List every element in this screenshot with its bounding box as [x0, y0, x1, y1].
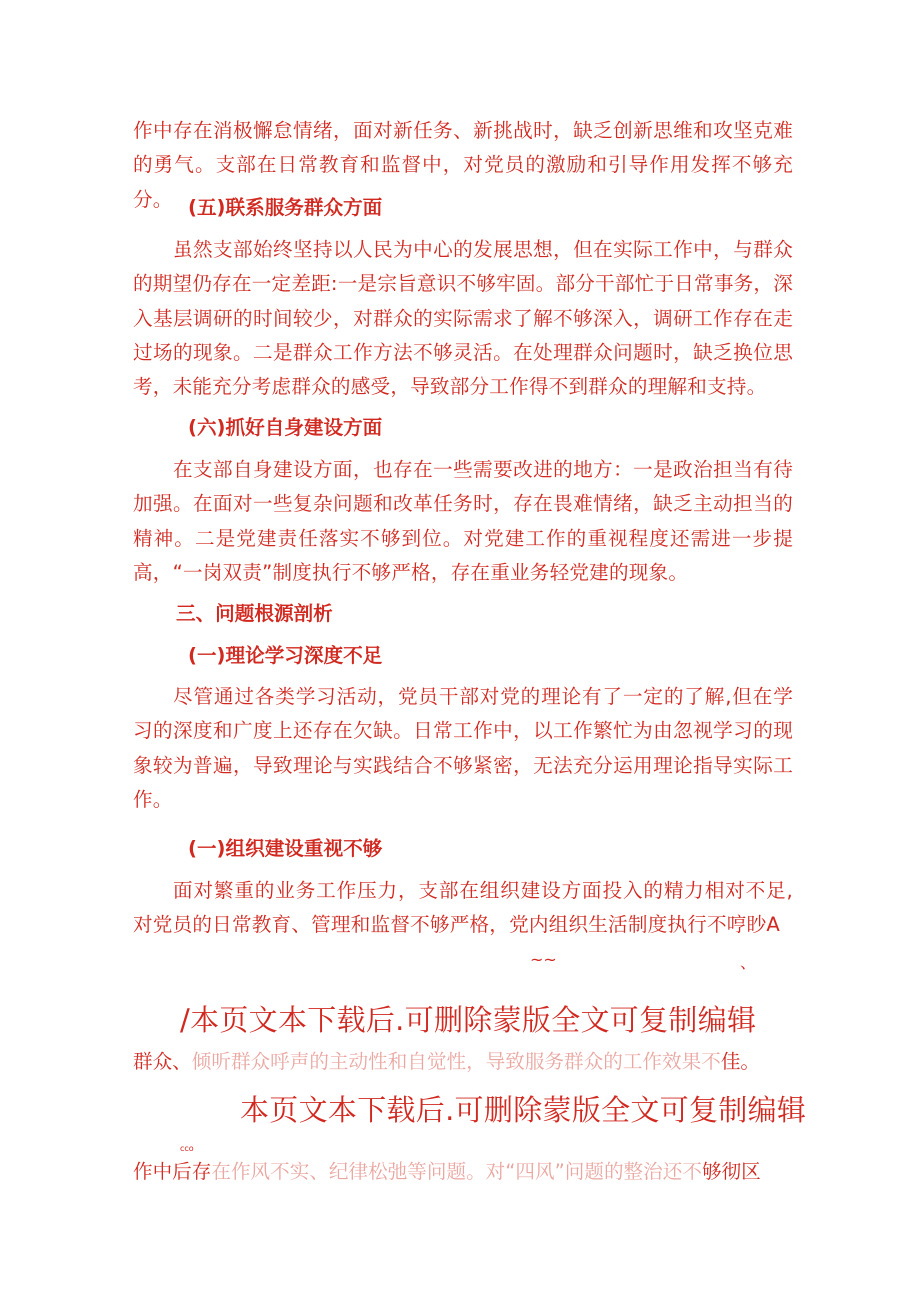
paragraph-organization: 面对繁重的业务工作压力，支部在组织建设方面投入的精力相对不足,对党员的日常教育、管理和监督不够严格，党内组织生活制度执行不哼眇A	[133, 879, 793, 937]
faded-line-1-middle: 倾听群众呼声的主动性和自觉性，导致服务群众的工作效果不	[191, 1050, 721, 1073]
watermark-banner-1: /本页文本下载后.可删除蒙版全文可复制编辑	[180, 1003, 757, 1037]
heading-organization: (一)组织建设重视不够	[188, 837, 383, 860]
faded-text-line-2	[133, 1155, 761, 1189]
stray-comma-mark: 、	[740, 953, 757, 972]
faded-line-1-end: 佳。	[720, 1050, 760, 1073]
faded-line-2-end: 够彻区	[701, 1160, 761, 1183]
faded-line-2-start: 作中后存	[133, 1160, 212, 1183]
faded-line-2-middle: 在作风不实、纪律松弛等问题。对“四风”问题的整治还不	[211, 1160, 702, 1183]
heading-section-5: (五)联系服务群众方面	[188, 196, 383, 219]
heading-theory-study: (一)理论学习深度不足	[188, 644, 383, 667]
heading-root-cause: 三、问题根源剖析	[176, 602, 333, 625]
paragraph-self-building: 在支部自身建设方面，也存在一些需要改进的地方：一是政治担当有待加强。在面对一些复杂问题和改革任务时，存在畏难情绪，缺乏主动担当的精神。二是党建责任落实不够到位。对党建工作的重视程度还需进一步提高，“一岗双责”制度执行不够严格，存在重业务轻党建的现象。	[133, 458, 793, 584]
faded-line-1-start: 群众、	[133, 1050, 192, 1073]
faded-text-line-1	[133, 1045, 760, 1079]
heading-section-6: (六)抓好自身建设方面	[188, 416, 383, 439]
watermark-banner-2: 本页文本下载后.可删除蒙版全文可复制编辑	[240, 1093, 807, 1127]
stray-tilde-mark: ~~	[530, 950, 557, 969]
paragraph-theory-study: 尽管通过各类学习活动，党员干部对党的理论有了一定的了解,但在学习的深度和广度上还存在欠缺。日常工作中，以工作繁忙为由忽视学习的现象较为普遍，导致理论与实践结合不够紧密，无法充分运用理论指导实际工作。	[133, 685, 793, 811]
tiny-mark: cco	[180, 1144, 194, 1153]
paragraph-serving-masses: 虽然支部始终坚持以人民为中心的发展思想，但在实际工作中，与群众的期望仍存在一定差距:一是宗旨意识不够牢固。部分干部忙于日常事务，深入基层调研的时间较少，对群众的实际需求了解不够深入，调研工作存在走过场的现象。二是群众工作方法不够灵活。在处理群众问题时，缺乏换位思考，未能充分考虑群众的感受，导致部分工作得不到群众的理解和支持。	[133, 238, 793, 399]
paragraph-continuation: 作中存在消极懈怠情绪，面对新任务、新挑战时，缺乏创新思维和攻坚克难的勇气。支部在日常教育和监督中，对党员的激励和引导作用发挥不够充分。	[133, 119, 793, 211]
